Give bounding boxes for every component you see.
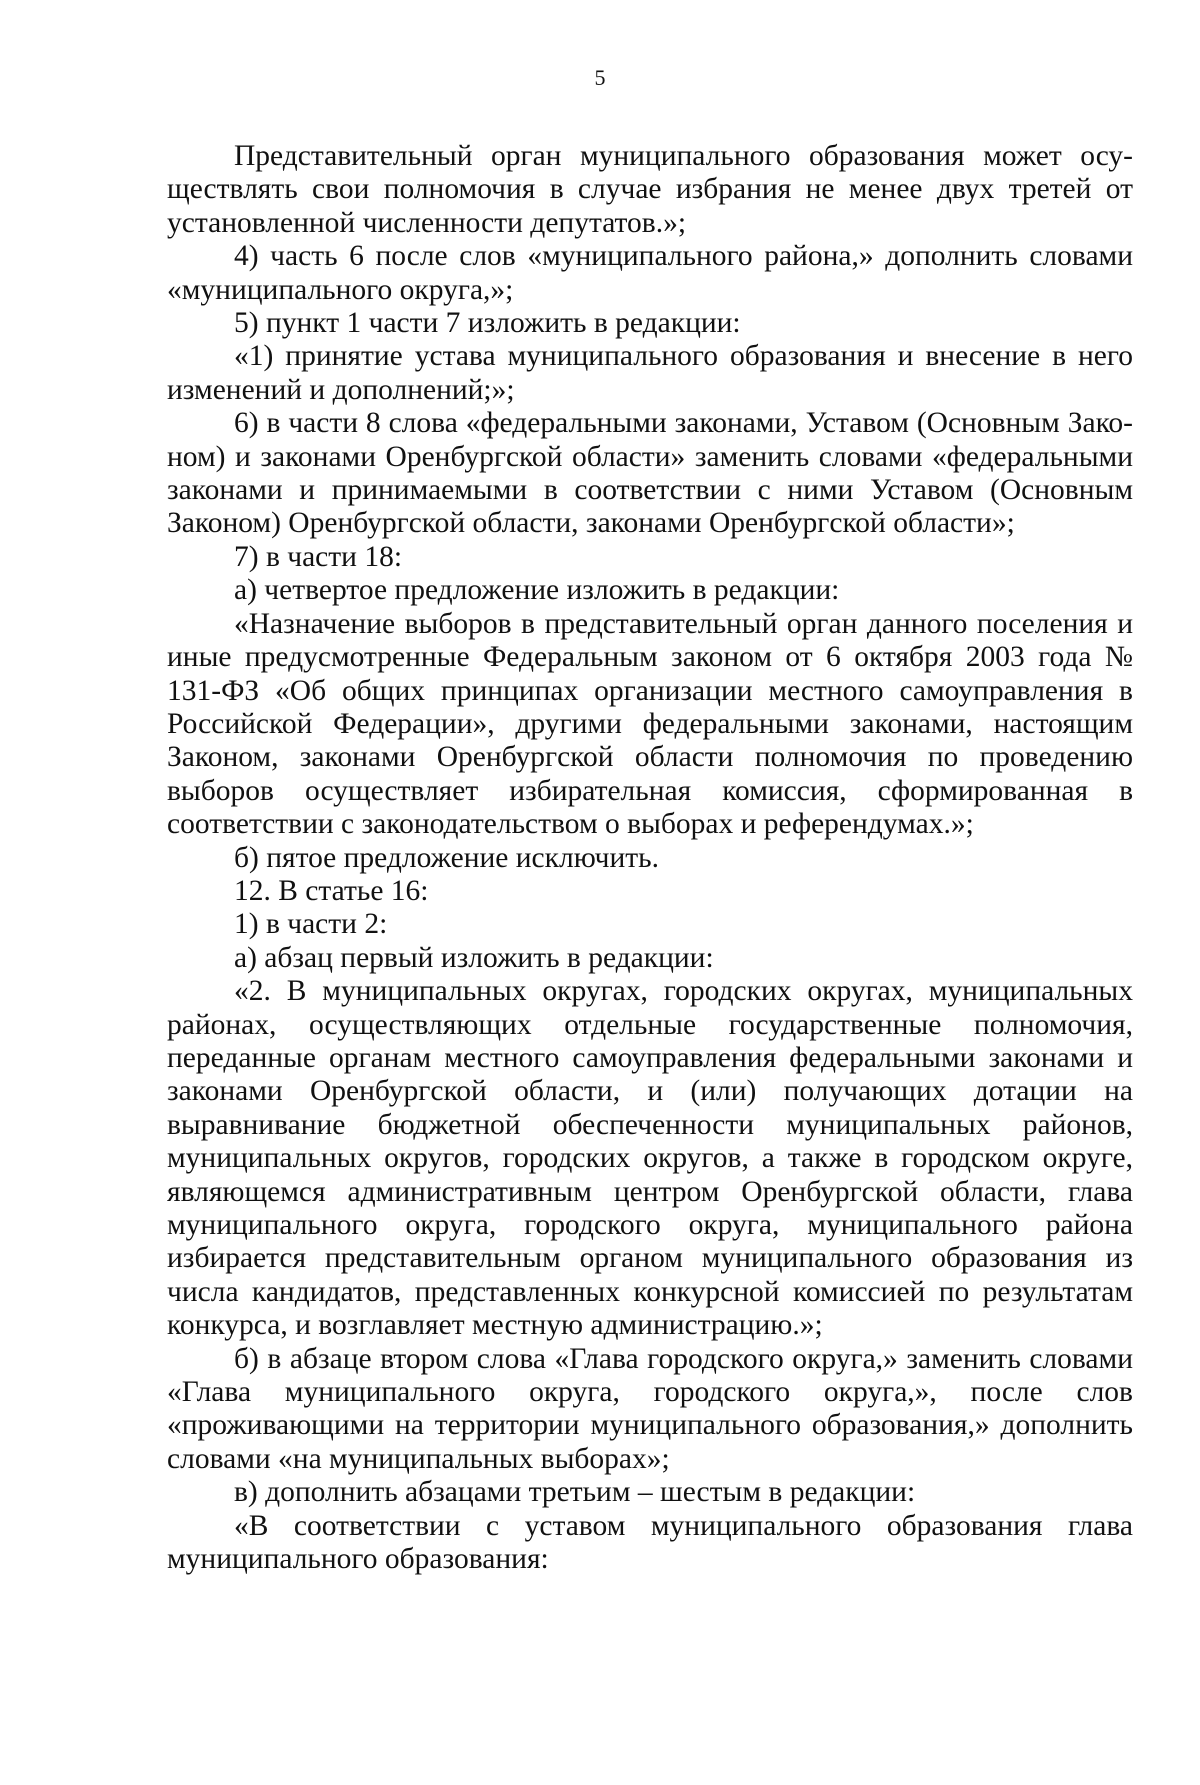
- paragraph: 5) пункт 1 части 7 изложить в редакции:: [234, 307, 741, 340]
- page-number: 5: [594, 65, 606, 90]
- paragraph: а) абзац первый изложить в редакции:: [234, 941, 714, 974]
- paragraph: в) дополнить абзацами третьим – шестым в редакции:: [234, 1476, 916, 1509]
- paragraph: «1) принятие устава муниципального образования и внесение в него изменений и дополнений;»;: [167, 340, 1133, 406]
- paragraph: «2. В муниципальных округах, городских округах, муниципальных районах, осуществляющих отдельные государственные полномочия, переданные органам местного самоуправления федеральными законами и законами Оренбургской области, и (или) получающих дотации на выравнивание бюджетной обеспеченности муниципальных районов, муниципальных округов, городских округов, а также в городском округе, являющемся административным центром Оренбургской области, глава муниципального округа, городского округа, муниципального района избирается представительным органом муниципального образования из числа кандидатов, представленных конкурсной комиссией по результатам конкурса, и возглавляет местную администрацию.»;: [167, 975, 1133, 1342]
- paragraph: Представительный орган муниципального образования может осуществлять свои полномочия в случае избрания не менее двух третей от установленной численности депутатов.»;: [167, 140, 1133, 239]
- document-body: [167, 140, 1133, 1576]
- paragraph: 7) в части 18:: [234, 540, 403, 573]
- paragraph: «Назначение выборов в представительный орган данного поселения и иные предусмотренные Федеральным законом от 6 октября 2003 года № 131-ФЗ «Об общих принципах организации местного самоуправления в Российской Федерации», другими федеральными законами, настоящим Законом, законами Оренбургской области полномочия по проведению выборов осуществляет избирательная комиссия, сформированная в соответствии с законодательством о выборах и референдумах.»;: [167, 607, 1133, 841]
- paragraph: б) в абзаце втором слова «Глава городского округа,» заменить словами «Глава муниципального округа, городского округа,», после слов «проживающими на территории муниципального образования,» дополнить словами «на муниципальных выборах»;: [167, 1342, 1133, 1475]
- paragraph: 4) часть 6 после слов «муниципального района,» дополнить словами «муниципального округа,»;: [167, 240, 1133, 306]
- paragraph: 1) в части 2:: [234, 908, 388, 941]
- paragraph: 12. В статье 16:: [234, 874, 429, 907]
- paragraph: «В соответствии с уставом муниципального образования глава муниципального образования:: [167, 1509, 1133, 1576]
- paragraph: а) четвертое предложение изложить в редакции:: [234, 574, 840, 607]
- paragraph: 6) в части 8 слова «федеральными законами, Уставом (Основным Законом) и законами Оренбургской области» заменить словами «федеральными законами и принимаемыми в соответствии с ними Уставом (Основным Законом) Оренбургской области, законами Оренбургской области»;: [167, 407, 1133, 540]
- paragraph: б) пятое предложение исключить.: [234, 841, 659, 874]
